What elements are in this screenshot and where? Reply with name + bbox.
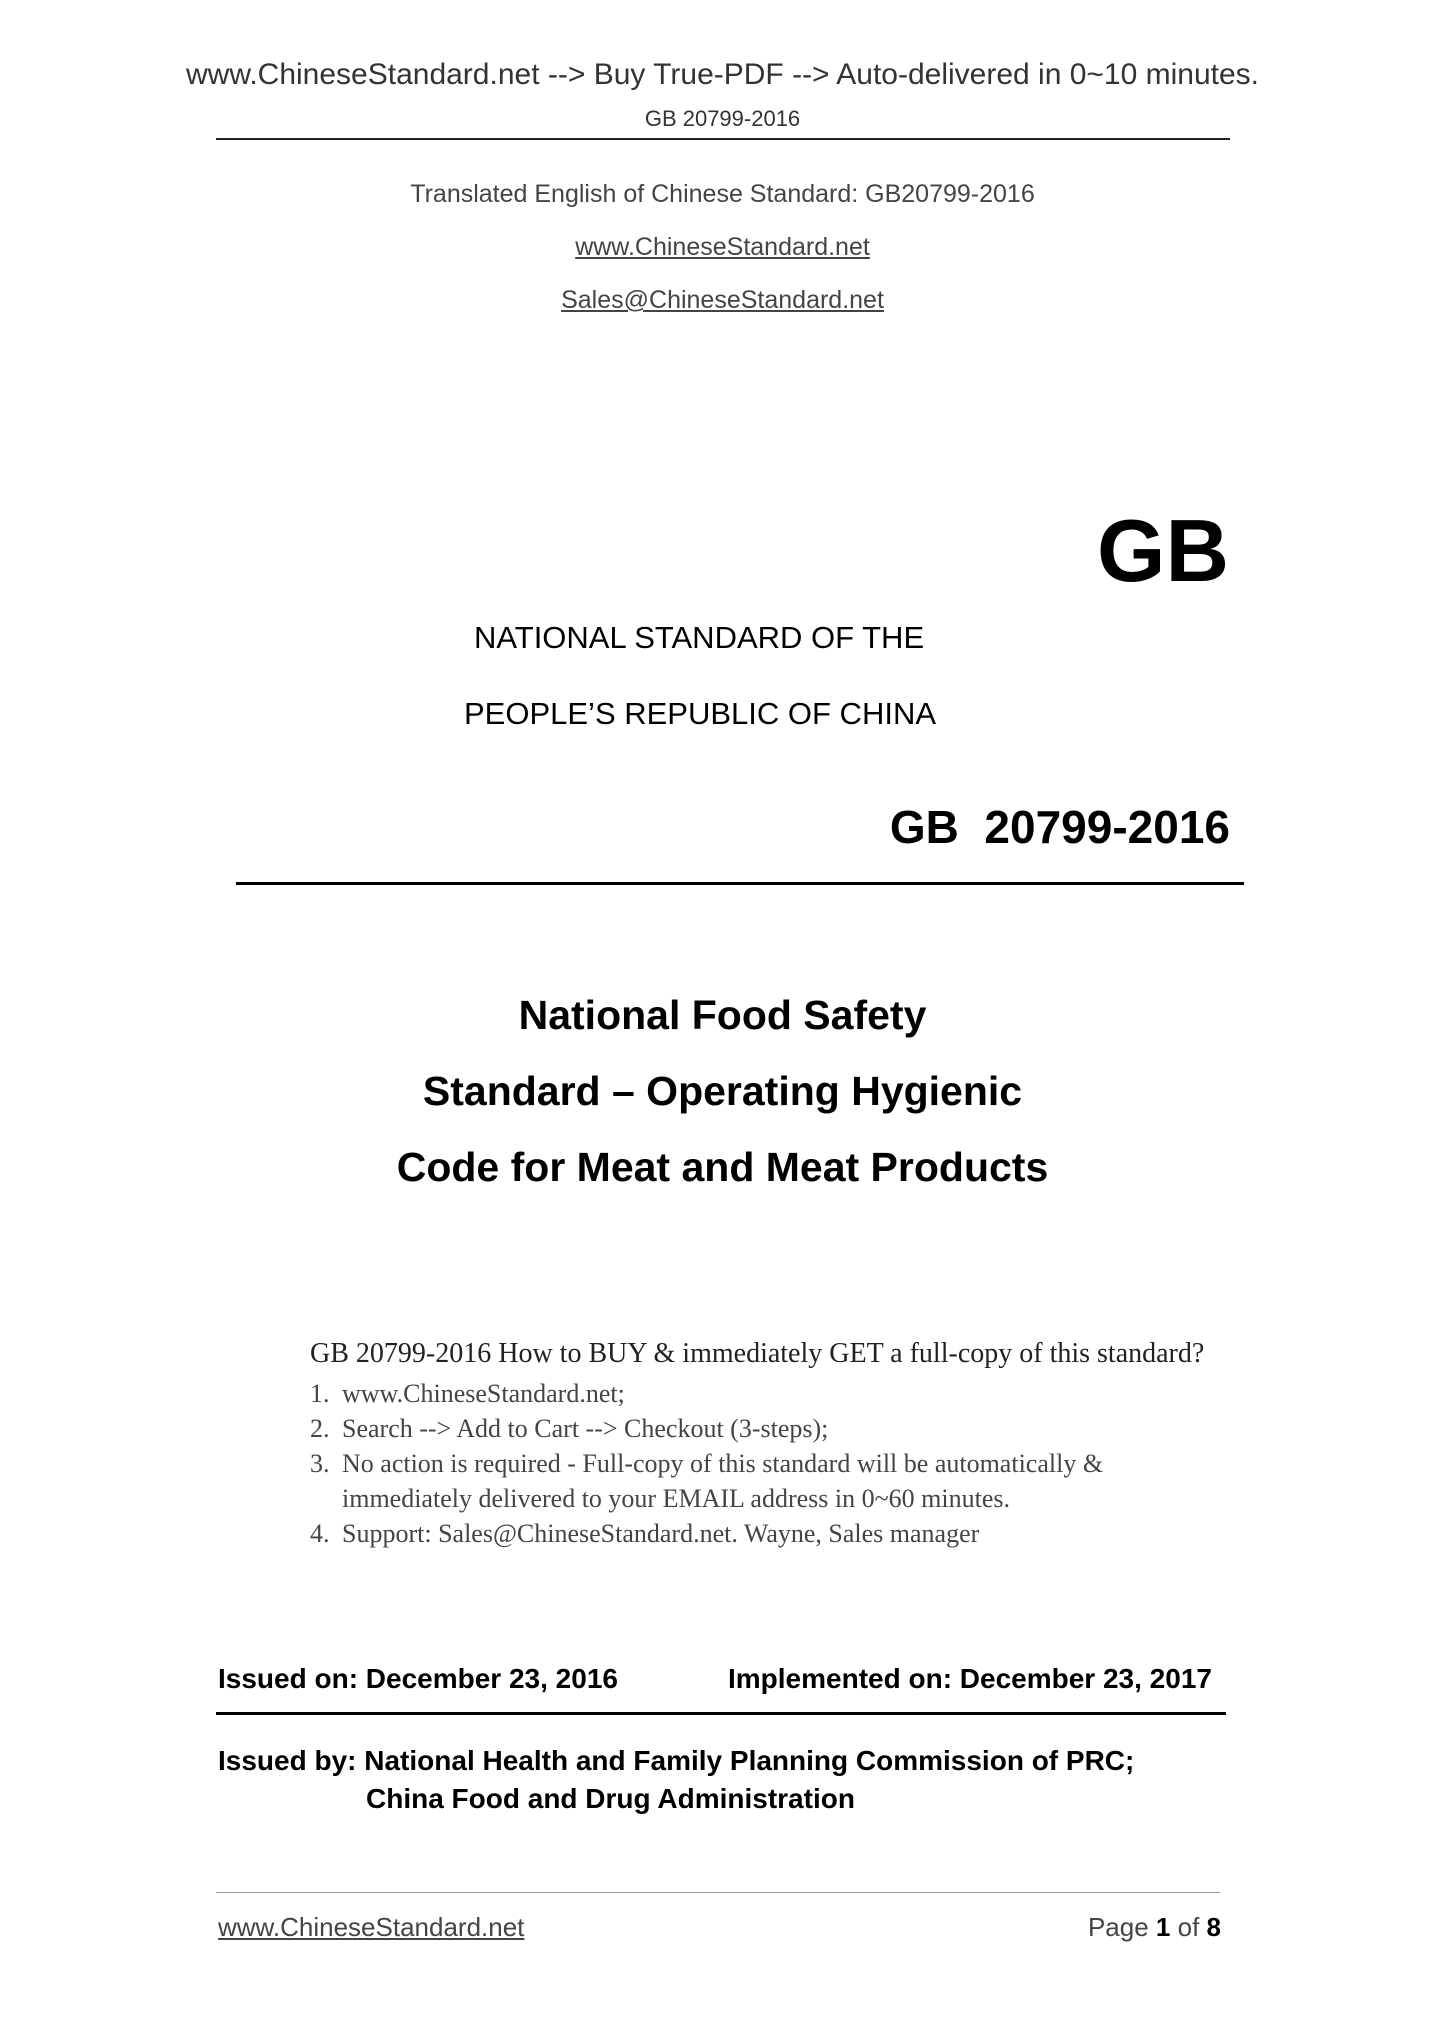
website-link[interactable]: www.ChineseStandard.net — [575, 233, 870, 261]
purchase-steps — [310, 1376, 1210, 1551]
step-number: 2. — [310, 1414, 330, 1443]
page-total: 8 — [1206, 1912, 1221, 1942]
list-item — [310, 1376, 1210, 1411]
sales-email-link[interactable]: Sales@ChineseStandard.net — [561, 286, 884, 314]
national-standard-line1: NATIONAL STANDARD OF THE — [474, 620, 925, 655]
step-text: Support: Sales@ChineseStandard.net. Wayne, Sales manager — [342, 1519, 980, 1548]
footer-website-link[interactable]: www.ChineseStandard.net — [218, 1912, 525, 1942]
issued-by-line1: Issued by: National Health and Family Planning Commission of PRC; — [218, 1745, 1135, 1776]
issued-by-line2: China Food and Drug Administration — [366, 1783, 855, 1814]
list-item — [310, 1516, 1210, 1551]
issue-divider — [216, 1712, 1226, 1715]
page-middle: of — [1170, 1912, 1207, 1942]
issued-on-date: Issued on: December 23, 2016 — [218, 1663, 618, 1694]
national-standard-line2: PEOPLE’S REPUBLIC OF CHINA — [464, 696, 937, 731]
list-item — [310, 1446, 1210, 1516]
purchase-heading: GB 20799-2016 How to BUY & immediately GET a full-copy of this standard? — [310, 1338, 1205, 1369]
document-title-line1: National Food Safety — [518, 992, 927, 1038]
step-text: No action is required - Full-copy of this standard will be automatically & immediately delivered to your EMAIL address in 0~60 minutes. — [342, 1449, 1104, 1513]
document-title-line2: Standard – Operating Hygienic — [422, 1068, 1023, 1114]
document-title-line3: Code for Meat and Meat Products — [396, 1144, 1049, 1190]
step-text: Search --> Add to Cart --> Checkout (3-steps); — [342, 1414, 829, 1443]
step-number: 1. — [310, 1379, 330, 1408]
page-indicator — [1088, 1912, 1221, 1943]
purchase-instructions — [310, 1338, 1210, 1551]
step-text: www.ChineseStandard.net; — [342, 1379, 625, 1408]
step-number: 4. — [310, 1519, 330, 1548]
title-divider — [236, 882, 1244, 885]
list-item — [310, 1411, 1210, 1446]
implemented-on-date: Implemented on: December 23, 2017 — [728, 1663, 1212, 1694]
header-divider — [216, 138, 1230, 140]
page-prefix: Page — [1087, 1912, 1156, 1942]
standard-code: GB 20799-2016 — [889, 801, 1230, 853]
page-current: 1 — [1155, 1912, 1171, 1942]
step-number: 3. — [310, 1449, 330, 1478]
header-standard-code: GB 20799-2016 — [644, 106, 801, 131]
top-banner: www.ChineseStandard.net --> Buy True-PDF --> Auto-delivered in 0~10 minutes. — [185, 58, 1260, 91]
translation-note: Translated English of Chinese Standard: GB20799-2016 — [410, 180, 1035, 208]
gb-mark: GB — [1097, 501, 1229, 600]
footer-divider — [216, 1892, 1220, 1893]
